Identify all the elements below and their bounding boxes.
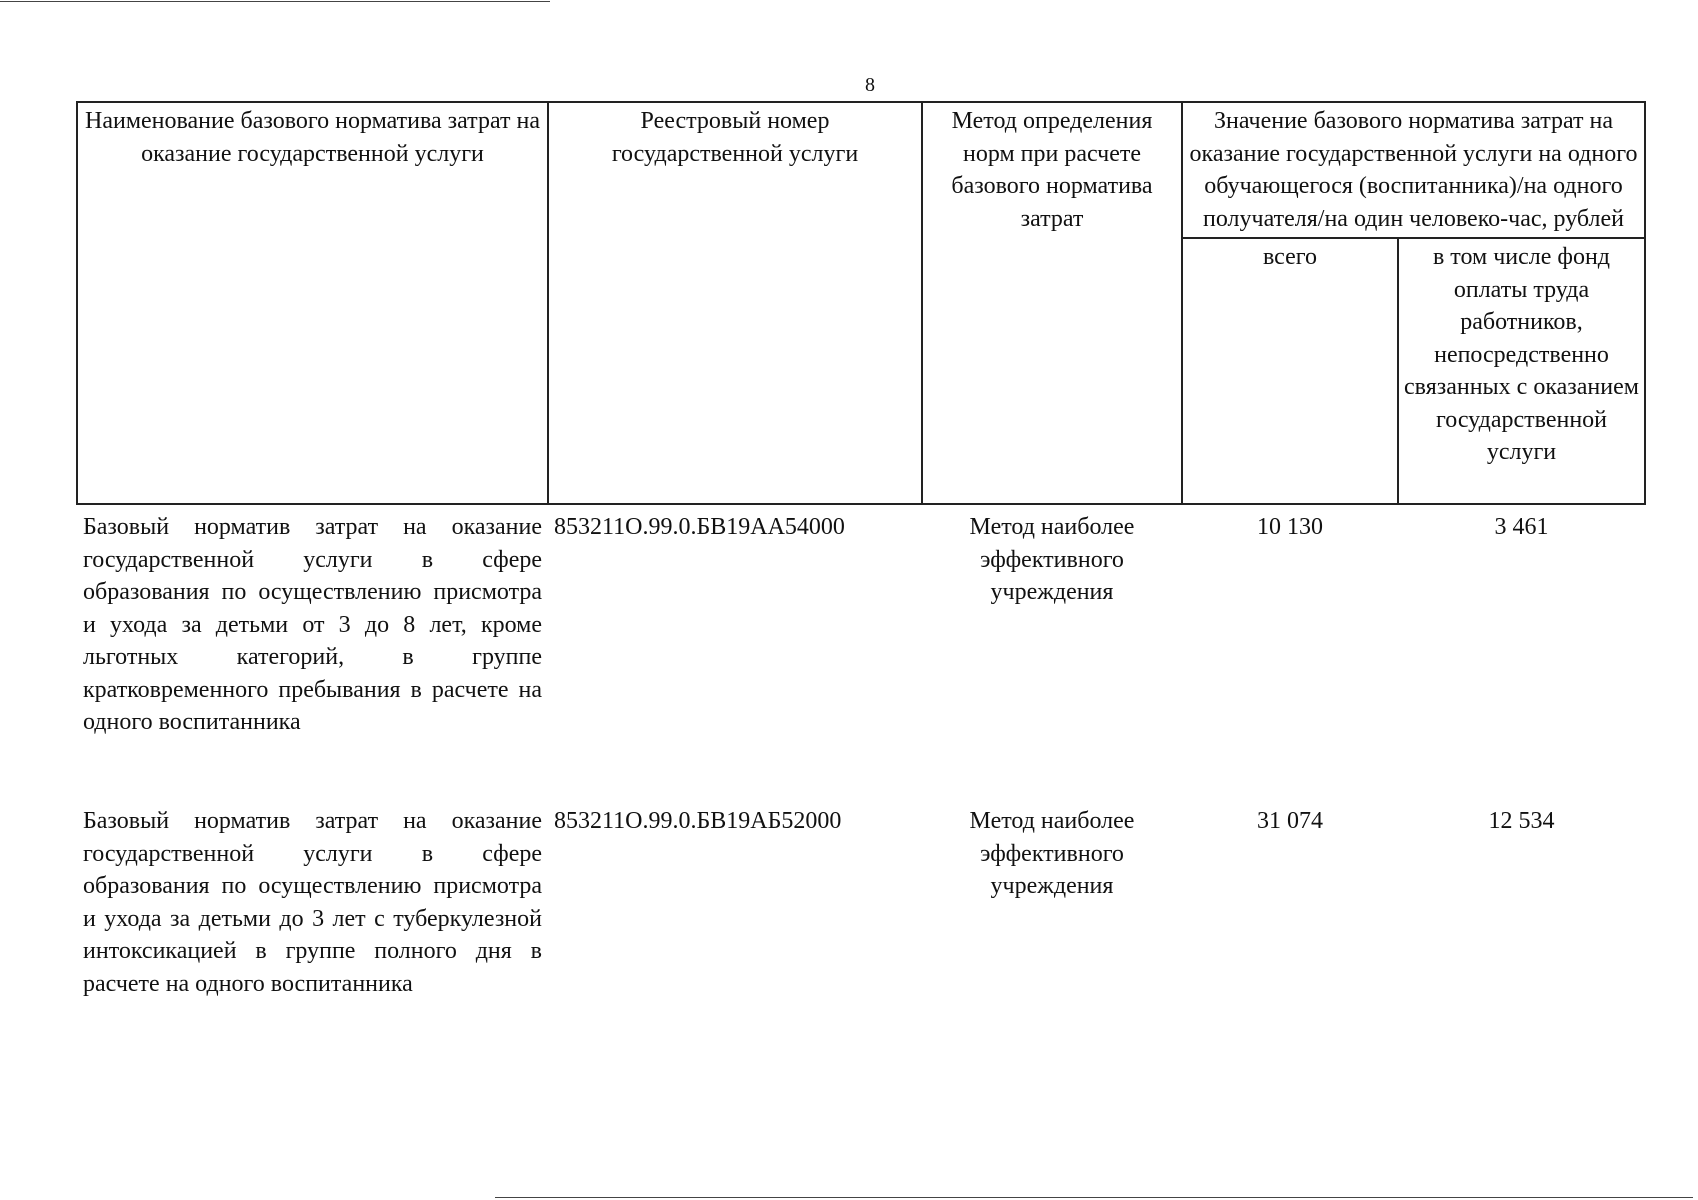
bottom-rule bbox=[495, 1197, 1693, 1198]
row-registry-number: 853211О.99.0.БВ19АА54000 bbox=[554, 514, 845, 540]
header-registry-number: Реестровый номер государственной услуги bbox=[548, 102, 922, 504]
header-value: Значение базового норматива затрат на оказание государственной услуги на одного обучающегося (воспитанника)/на одного получателя/на один человеко-час, рублей bbox=[1182, 102, 1645, 238]
row-method: Метод наиболее эффективного учреждения bbox=[969, 514, 1135, 605]
header-norm-name: Наименование базового норматива затрат на оказание государственной услуги bbox=[77, 102, 548, 504]
header-total: всего bbox=[1182, 238, 1398, 504]
cost-norms-table bbox=[76, 101, 1646, 1075]
row-wage-fund: 12 534 bbox=[1488, 808, 1555, 834]
row-registry-number: 853211О.99.0.БВ19АБ52000 bbox=[554, 808, 842, 834]
row-norm-name: Базовый норматив затрат на оказание государственной услуги в сфере образования по осуществлению присмотра и ухода за детьми от 3 до 8 лет, кроме льготных категорий, в группе кратковременного пребывания в расчете на одного воспитанника bbox=[83, 514, 542, 735]
header-wage-fund: в том числе фонд оплаты труда работников, непосредственно связанных с оказанием государственной услуги bbox=[1398, 238, 1645, 504]
row-method: Метод наиболее эффективного учреждения bbox=[969, 808, 1135, 899]
row-total: 10 130 bbox=[1257, 514, 1323, 540]
header-method: Метод определения норм при расчете базового норматива затрат bbox=[922, 102, 1182, 504]
table-row bbox=[77, 504, 1645, 799]
row-total: 31 074 bbox=[1257, 808, 1323, 834]
row-wage-fund: 3 461 bbox=[1494, 514, 1549, 540]
top-rule bbox=[0, 1, 550, 2]
row-norm-name: Базовый норматив затрат на оказание государственной услуги в сфере образования по осуществлению присмотра и ухода за детьми до 3 лет с туберкулезной интоксикацией в группе полного дня в расчете на одного воспитанника bbox=[83, 808, 542, 997]
page-number: 8 bbox=[865, 74, 875, 96]
table-row bbox=[77, 799, 1645, 1075]
